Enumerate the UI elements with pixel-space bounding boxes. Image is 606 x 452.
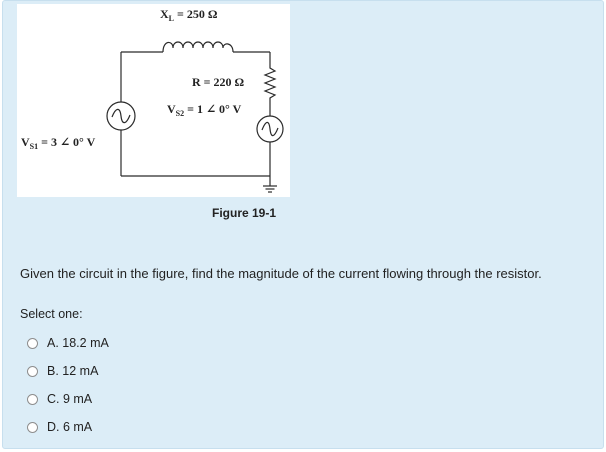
circuit-figure [17,4,290,197]
radio-a[interactable] [27,338,38,349]
option-b-label: B. 12 mA [47,364,99,378]
question-text: Given the circuit in the figure, find the magnitude of the current flowing through the resistor. [20,266,542,281]
option-d[interactable] [27,413,109,441]
r-label: R = 220 Ω [192,75,245,89]
option-b[interactable] [27,357,109,385]
option-d-label: D. 6 mA [47,420,93,434]
option-a-label: A. 18.2 mA [47,336,109,350]
vs1-label: $V_{S1} = 3$ ∠ 0° V [21,135,96,151]
circuit-diagram [17,4,290,197]
vs2-label: $V_{S2} = 1$ ∠ 0° V [167,102,242,118]
select-one-prompt: Select one: [20,307,83,321]
radio-d[interactable] [27,422,38,433]
radio-b[interactable] [27,366,38,377]
radio-c[interactable] [27,394,38,405]
question-card [2,0,604,449]
option-c-label: C. 9 mA [47,392,93,406]
option-a[interactable] [27,329,109,357]
answer-options [27,329,109,441]
xl-label: $X_L = 250$ Ω [160,7,218,23]
figure-caption: Figure 19-1 [212,206,277,220]
option-c[interactable] [27,385,109,413]
